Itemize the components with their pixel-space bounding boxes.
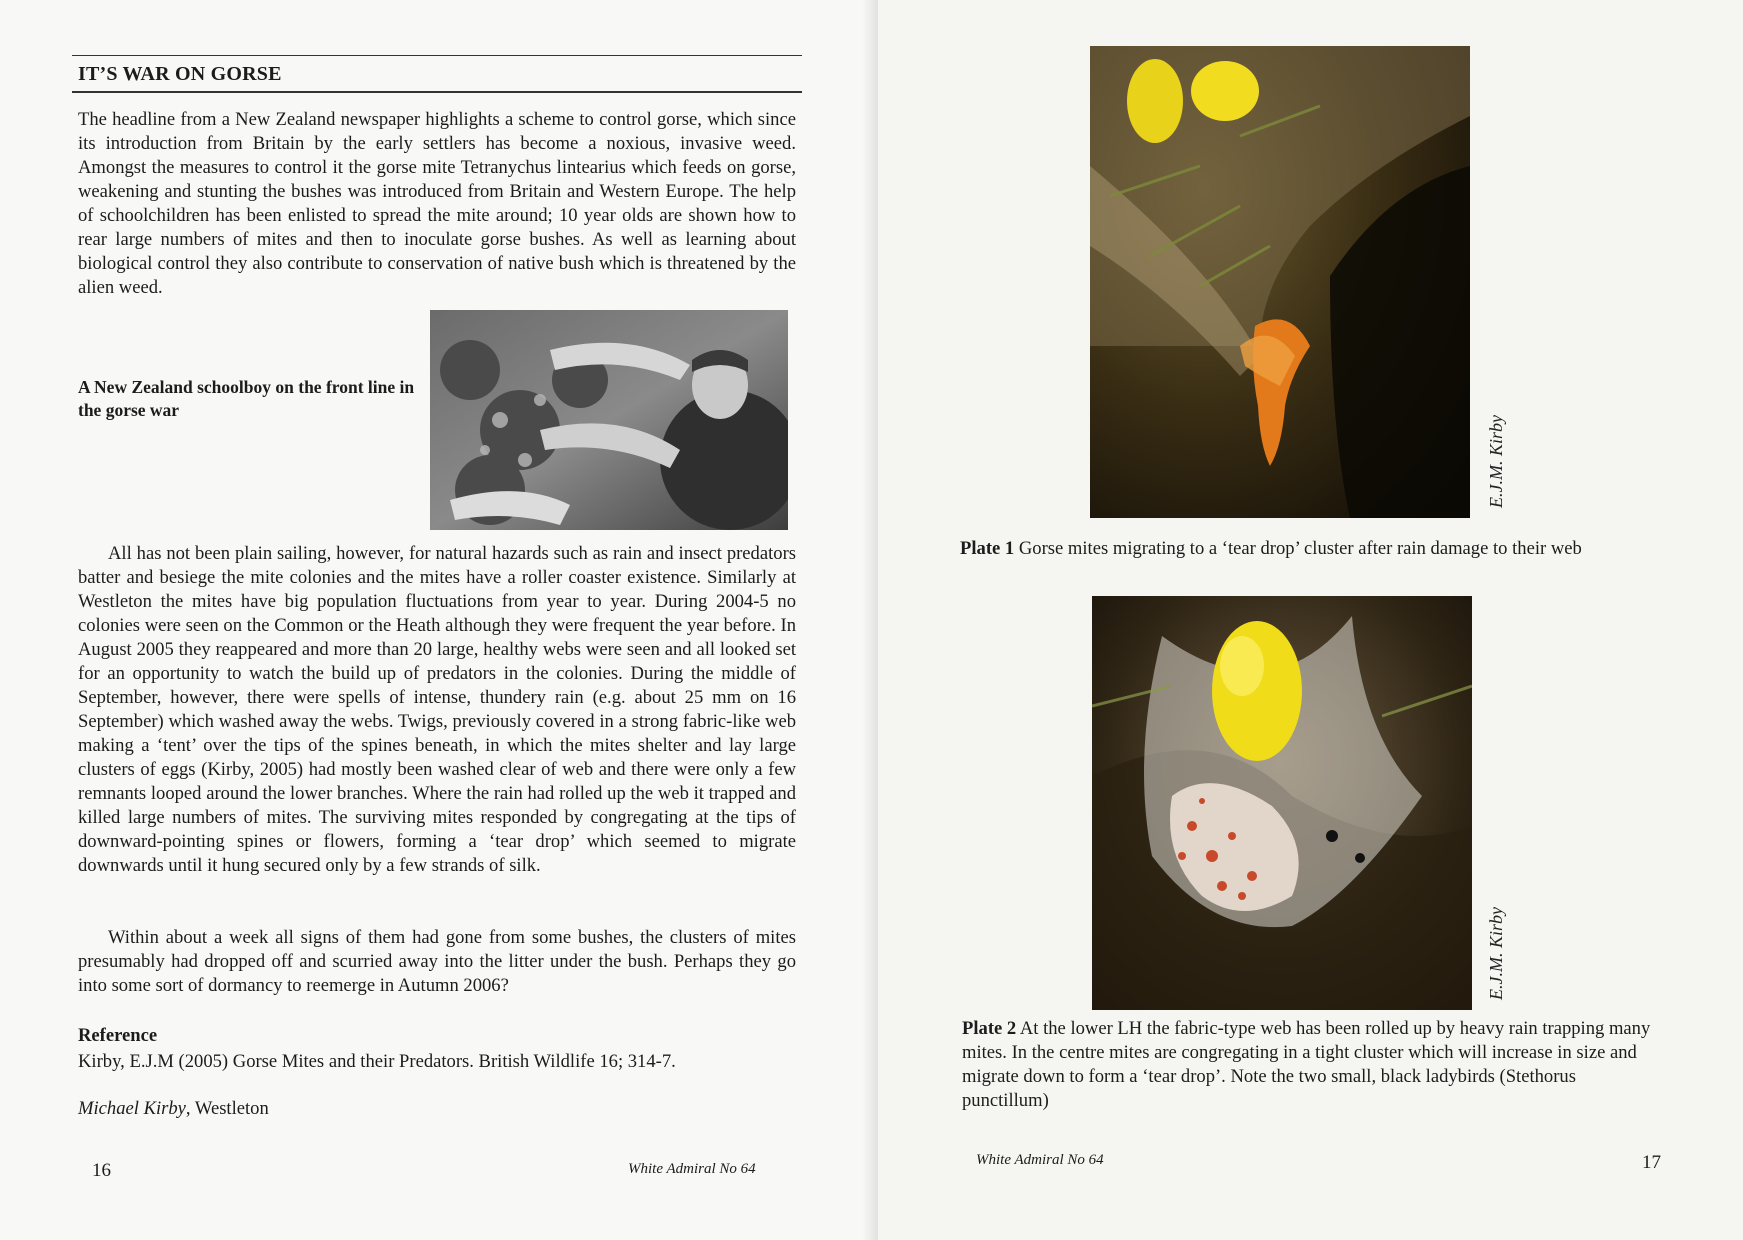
page-number-right: 17 (1642, 1152, 1661, 1173)
plate-1-photo (1090, 46, 1470, 518)
plate-2-label: Plate 2 (962, 1018, 1017, 1039)
author-signature (78, 1098, 269, 1120)
article-paragraph-3: Within about a week all signs of them had gone from some bushes, the clusters of mites presumably had dropped off and scurried away into the litter under the bush. Perhaps they go into some sort of dormancy to reemerge in Autumn 2006? (78, 927, 796, 996)
page-number-left: 16 (92, 1160, 111, 1181)
plate-2-caption-text: At the lower LH the fabric-type web has been rolled up by heavy rain trapping many mites. In the centre mites are congregating in a tight cluster which will increase in size and migrate down to form a ‘tear drop’. Note the two small, black ladybirds (Stethorus punctillum) (962, 1018, 1651, 1111)
photo-caption: A New Zealand schoolboy on the front line in the gorse war (78, 377, 415, 420)
journal-name-left: White Admiral No 64 (628, 1161, 756, 1177)
header-rule-top (72, 55, 802, 56)
author-name: Michael Kirby (78, 1098, 186, 1119)
plate-2-photo (1092, 596, 1472, 1010)
plate-1-credit: E.J.M. Kirby (1486, 415, 1506, 508)
plate-1-caption (960, 537, 1680, 561)
plate-2-caption (962, 1017, 1662, 1113)
plate-1-label: Plate 1 (960, 538, 1015, 559)
author-place: , Westleton (185, 1098, 269, 1119)
plate-2-credit: E.J.M. Kirby (1486, 907, 1506, 1000)
header-rule-bottom (72, 91, 802, 93)
reference-heading: Reference (78, 1025, 158, 1046)
reference-text: Kirby, E.J.M (2005) Gorse Mites and their Predators. British Wildlife 16; 314-7. (78, 1051, 676, 1072)
article-paragraph-2: All has not been plain sailing, however, for natural hazards such as rain and insect predators batter and besiege the mite colonies and the mites have a roller coaster existence. Similarly at Westleton the mites have big population fluctuations from year to year. During 2004-5 no colonies were seen on the Common or the Heath although they were frequent the year before. In August 2005 they reappeared and more than 20 large, healthy webs were seen and all looked set for an opportunity to watch the build up of predators in the colonies. During the middle of September, however, there were spells of intense, thundery rain (e.g. about 25 mm on 16 September) which washed away the webs. Twigs, previously covered in a strong fabric-like web making a ‘tent’ over the tips of the spines beneath, in which the mites shelter and lay large clusters of eggs (Kirby, 2005) had mostly been washed clear of web and there were only a few remnants looped around the lower branches. Where the rain had rolled up the web it trapped and killed large numbers of mites. The surviving mites responded by congregating at the tips of downward-pointing spines or flowers, forming a ‘tear drop’ which seemed to migrate downwards until it hung secured only by a few strands of silk. (78, 543, 796, 876)
schoolboy-photo (430, 310, 788, 530)
plate-1-caption-text: Gorse mites migrating to a ‘tear drop’ cluster after rain damage to their web (1014, 538, 1582, 559)
article-paragraph-1: The headline from a New Zealand newspaper highlights a scheme to control gorse, which since its introduction from Britain by the early settlers has become a noxious, invasive weed. Amongst the measures to control it the gorse mite Tetranychus lintearius which feeds on gorse, weakening and stunting the bushes was introduced from Britain and Western Europe. The help of schoolchildren has been enlisted to spread the mite around; 10 year olds are shown how to rear large numbers of mites and then to inoculate gorse bushes. As well as learning about biological control they also contribute to conservation of native bush which is threatened by the alien weed. (78, 109, 796, 298)
section-title: IT’S WAR ON GORSE (78, 63, 282, 85)
journal-name-right: White Admiral No 64 (976, 1152, 1104, 1168)
